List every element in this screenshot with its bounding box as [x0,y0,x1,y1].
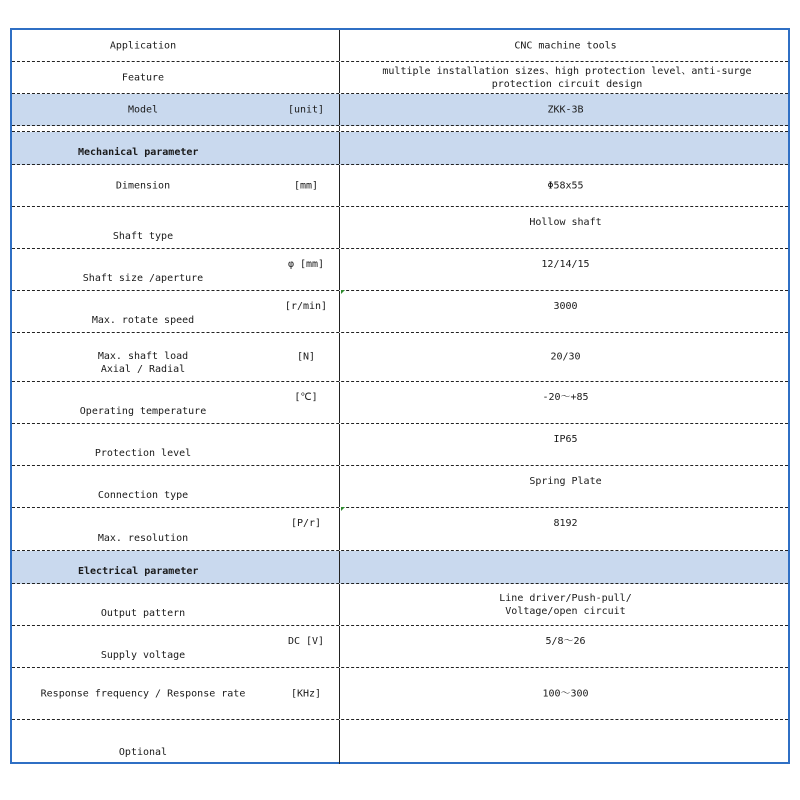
value-response-frequency: 100～300 [542,688,589,699]
value-feature: multiple installation sizes、high protection level、anti-surge protection circuit design [382,65,752,90]
value-application: CNC machine tools [514,40,617,51]
section-mechanical [12,132,788,165]
value-shaft-load: 20/30 [550,351,581,363]
section-electrical [12,551,788,584]
column-divider [339,508,340,550]
label-response-frequency: Response frequency / Response rate [40,688,246,699]
section-title-electrical: Electrical parameter [78,566,199,577]
row-output-pattern [12,584,788,626]
column-divider [339,584,340,625]
cell-corner-mark [341,507,345,511]
row-shaft-load [12,333,788,382]
row-operating-temperature [12,382,788,424]
column-divider [339,291,340,332]
unit-dimension: [mm] [293,180,319,191]
row-rotate-speed [12,291,788,333]
row-dimension [12,165,788,207]
value-output-pattern: Line driver/Push-pull/ Voltage/open circuit [499,592,632,617]
label-optional: Optional [118,747,168,758]
column-divider [339,466,340,507]
unit-response-frequency: [KHz] [290,688,322,699]
row-connection-type [12,466,788,508]
row-supply-voltage [12,626,788,668]
column-divider [339,126,340,131]
label-connection-type: Connection type [97,490,189,501]
label-shaft-type: Shaft type [112,231,174,242]
label-protection-level: Protection level [94,448,192,459]
value-shaft-size: 12/14/15 [541,259,590,270]
label-output-pattern: Output pattern [100,608,186,619]
column-divider [339,249,340,290]
label-max-resolution: Max. resolution [97,533,189,544]
label-model: Model [127,104,159,115]
label-dimension: Dimension [115,180,171,191]
label-supply-voltage: Supply voltage [100,650,186,661]
column-divider [339,165,340,206]
label-feature: Feature [121,72,165,83]
unit-operating-temperature: [℃] [294,392,318,403]
value-max-resolution: 8192 [553,518,578,529]
column-divider [339,382,340,423]
label-rotate-speed: Max. rotate speed [91,315,195,326]
row-max-resolution [12,508,788,551]
row-protection-level [12,424,788,466]
column-divider [339,668,340,719]
column-divider [339,626,340,667]
column-divider [339,30,340,61]
value-shaft-type: Hollow shaft [529,217,602,228]
row-shaft-type [12,207,788,249]
row-response-frequency [12,668,788,720]
column-divider [339,551,340,583]
value-supply-voltage: 5/8～26 [545,636,586,647]
label-operating-temperature: Operating temperature [79,406,207,417]
label-shaft-size: Shaft size /aperture [82,273,204,284]
unit-model: [unit] [287,104,325,115]
column-divider [339,132,340,164]
column-divider [339,720,340,764]
spec-table [10,28,790,764]
cell-corner-mark [341,290,345,294]
row-feature [12,62,788,94]
unit-max-resolution: [P/r] [290,518,322,529]
value-rotate-speed: 3000 [553,301,578,312]
unit-rotate-speed: [r/min] [284,301,328,312]
label-application: Application [109,40,177,51]
value-operating-temperature: -20～+85 [542,392,589,403]
row-application [12,30,788,62]
value-protection-level: IP65 [553,434,578,445]
column-divider [339,62,340,93]
column-divider [339,333,340,381]
column-divider [339,207,340,248]
value-dimension: Φ58x55 [547,180,584,191]
column-divider [339,424,340,465]
section-title-mechanical: Mechanical parameter [78,147,199,158]
value-connection-type: Spring Plate [529,476,602,487]
column-divider [339,94,340,125]
row-shaft-size [12,249,788,291]
unit-supply-voltage: DC [V] [287,636,325,647]
row-optional [12,720,788,764]
row-model [12,94,788,126]
unit-shaft-size: φ [mm] [287,259,325,270]
label-shaft-load: Max. shaft load Axial / Radial [97,351,189,375]
unit-shaft-load: [N] [296,351,316,363]
value-model: ZKK-3B [547,104,584,115]
